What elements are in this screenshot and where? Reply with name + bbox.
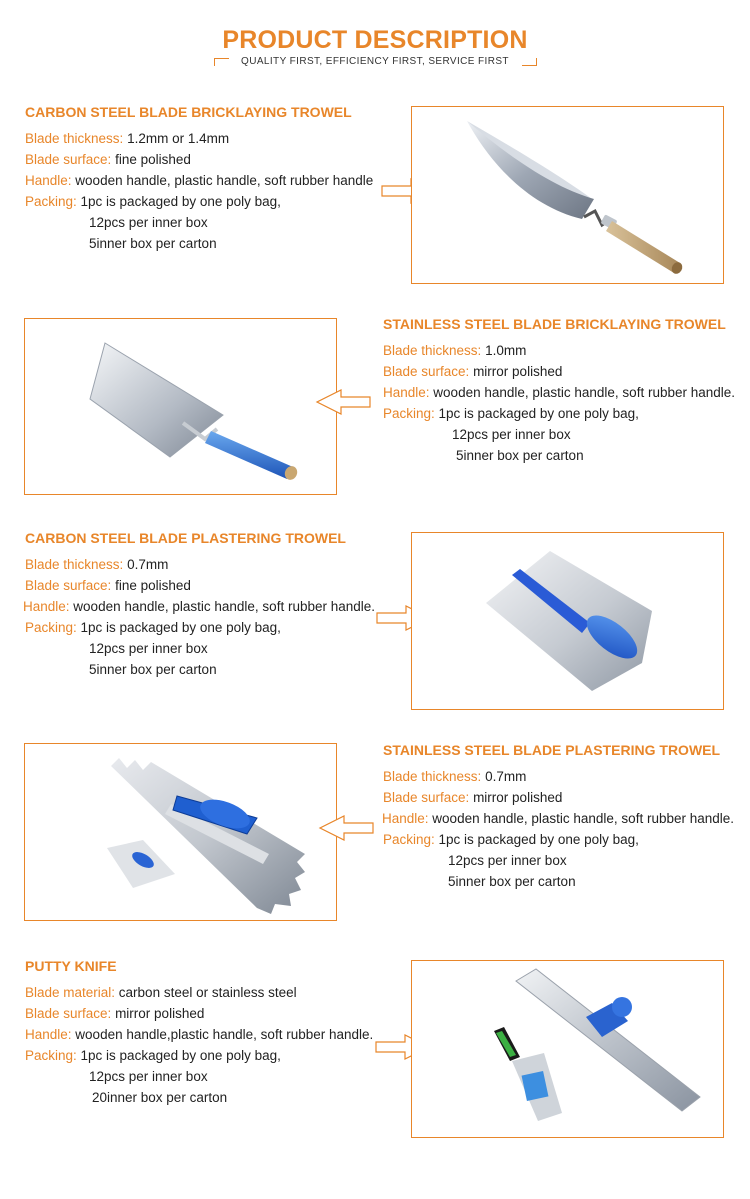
product-image-bricklaying-trowel: [411, 106, 724, 284]
bracket-right-decoration: [522, 58, 537, 66]
spec-row: Blade surface: fine polished: [25, 578, 191, 593]
spec-row: Packing: 1pc is packaged by one poly bag,: [25, 1048, 281, 1063]
page-subtitle: QUALITY FIRST, EFFICIENCY FIRST, SERVICE FIRST: [241, 56, 509, 67]
packing-line: 12pcs per inner box: [452, 427, 571, 442]
packing-line: 5inner box per carton: [448, 874, 576, 889]
product-title: CARBON STEEL BLADE PLASTERING TROWEL: [25, 530, 346, 546]
product-title: PUTTY KNIFE: [25, 958, 117, 974]
packing-line: 12pcs per inner box: [89, 1069, 208, 1084]
product-specs: [25, 128, 380, 254]
spec-row: Packing: 1pc is packaged by one poly bag,: [25, 194, 281, 209]
spec-row: Packing: 1pc is packaged by one poly bag,: [383, 832, 639, 847]
spec-row: Blade thickness: 0.7mm: [383, 769, 527, 784]
product-section-2: [383, 316, 743, 466]
spec-row: Packing: 1pc is packaged by one poly bag,: [25, 620, 281, 635]
product-section-5: [25, 958, 380, 1108]
packing-line: 5inner box per carton: [89, 662, 217, 677]
packing-line: 12pcs per inner box: [89, 641, 208, 656]
packing-line: 12pcs per inner box: [89, 215, 208, 230]
spec-row: Blade thickness: 1.2mm or 1.4mm: [25, 131, 230, 146]
spec-row: Blade thickness: 1.0mm: [383, 343, 527, 358]
product-section-1: [25, 104, 380, 254]
spec-row: Blade thickness: 0.7mm: [25, 557, 169, 572]
product-specs: [25, 982, 380, 1108]
page-title: PRODUCT DESCRIPTION: [222, 26, 528, 54]
plastering-trowel-icon: [412, 533, 723, 709]
putty-knife-icon: [412, 961, 723, 1137]
product-specs: [383, 766, 743, 892]
product-image-plastering-trowel: [411, 532, 724, 710]
product-title: STAINLESS STEEL BLADE PLASTERING TROWEL: [383, 742, 721, 758]
spec-row: Blade surface: mirror polished: [383, 364, 563, 379]
spec-row: Handle: wooden handle, plastic handle, soft rubber handle.: [382, 811, 735, 826]
product-title: STAINLESS STEEL BLADE BRICKLAYING TROWEL: [383, 316, 726, 332]
arrow-left-icon: [318, 815, 374, 841]
spec-row: Blade material: carbon steel or stainless steel: [25, 985, 297, 1000]
spec-row: Handle: wooden handle,plastic handle, soft rubber handle.: [25, 1027, 374, 1042]
product-image-notched-trowel: [24, 743, 337, 921]
bricklaying-trowel-blue-icon: [25, 319, 336, 494]
bricklaying-trowel-icon: [412, 107, 723, 283]
spec-row: Handle: wooden handle, plastic handle, soft rubber handle: [25, 173, 374, 188]
product-image-putty-knife: [411, 960, 724, 1138]
packing-line: 5inner box per carton: [89, 236, 217, 251]
spec-row: Handle: wooden handle, plastic handle, soft rubber handle.: [23, 599, 376, 614]
spec-row: Packing: 1pc is packaged by one poly bag,: [383, 406, 639, 421]
product-section-3: [25, 530, 380, 680]
packing-line: 12pcs per inner box: [448, 853, 567, 868]
product-image-stainless-bricklaying-trowel: [24, 318, 337, 495]
notched-plastering-trowel-icon: [25, 744, 336, 920]
spec-row: Blade surface: mirror polished: [25, 1006, 205, 1021]
product-specs: [383, 340, 743, 466]
packing-line: 20inner box per carton: [92, 1090, 228, 1105]
product-title: CARBON STEEL BLADE BRICKLAYING TROWEL: [25, 104, 352, 120]
spec-row: Blade surface: fine polished: [25, 152, 191, 167]
arrow-left-icon: [315, 389, 371, 415]
product-section-4: [383, 742, 743, 892]
spec-row: Handle: wooden handle, plastic handle, soft rubber handle.: [383, 385, 736, 400]
product-specs: [25, 554, 380, 680]
packing-line: 5inner box per carton: [456, 448, 584, 463]
spec-row: Blade surface: mirror polished: [383, 790, 563, 805]
